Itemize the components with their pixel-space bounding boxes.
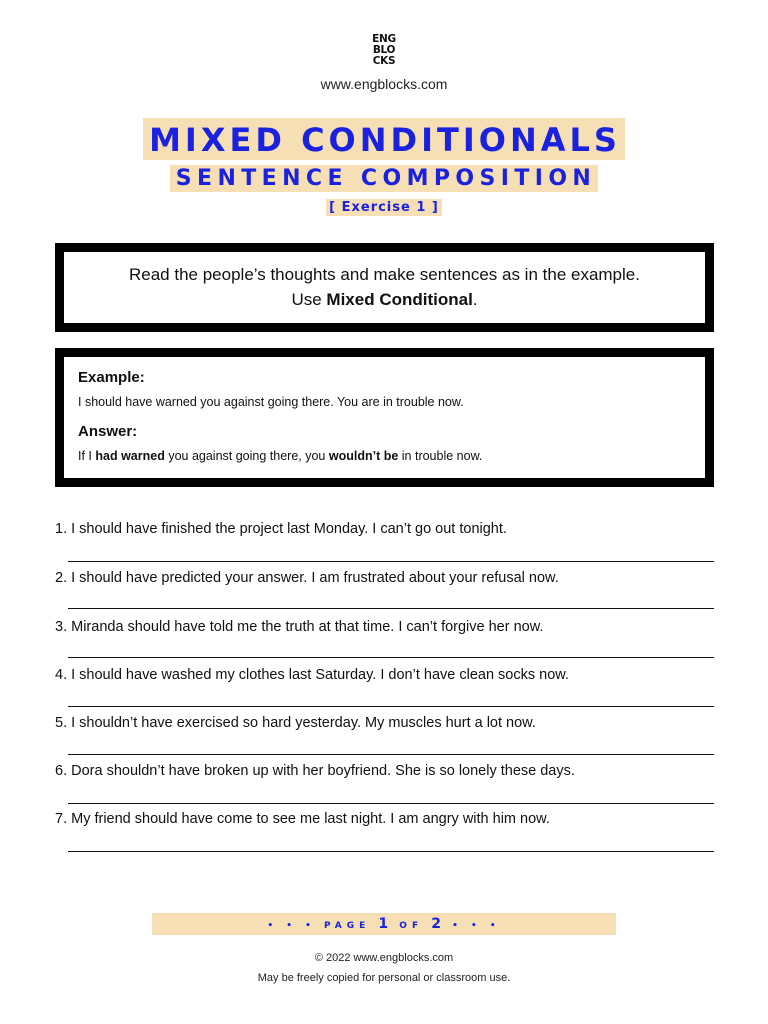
exercise-row (0, 196, 768, 216)
exercise-item-4: 4. I should have washed my clothes last Saturday. I don’t have clean socks now. (55, 667, 569, 683)
answer-line-7[interactable] (68, 851, 714, 852)
engblocks-logo (368, 34, 400, 70)
answer-part-bold: wouldn’t be (328, 449, 399, 463)
logo-line: BLO (372, 44, 396, 56)
exercise-item-7: 7. My friend should have come to see me last night. I am angry with him now. (55, 811, 550, 827)
dots-right: • • • (452, 921, 501, 931)
instructions-bold: Mixed Conditional (326, 290, 473, 309)
answer-text (78, 448, 705, 464)
answer-line-4[interactable] (68, 706, 714, 707)
dots-left: • • • (267, 921, 316, 931)
answer-line-6[interactable] (68, 803, 714, 804)
page-current: 1 (378, 916, 392, 932)
exercise-item-6: 6. Dora shouldn’t have broken up with her boyfriend. She is so lonely these days. (55, 763, 575, 779)
instructions-prefix: Use (291, 290, 327, 309)
page-total: 2 (431, 916, 444, 932)
answer-part: you against going there, you (164, 449, 329, 463)
example-box (55, 348, 714, 487)
answer-line-1[interactable] (68, 561, 714, 562)
page-title: MIXED CONDITIONALS (143, 118, 625, 160)
title-row (0, 118, 768, 160)
exercise-item-5: 5. I shouldn’t have exercised so hard yesterday. My muscles hurt a lot now. (55, 715, 536, 731)
of-word: OF (399, 921, 424, 931)
answer-part-bold: had warned (95, 449, 165, 463)
page-indicator (152, 913, 616, 935)
subtitle-row (0, 165, 768, 192)
example-text: I should have warned you against going there. You are in trouble now. (78, 395, 464, 409)
example-label: Example: (78, 369, 145, 386)
instructions-box (55, 243, 714, 332)
exercise-label: [ Exercise 1 ] (326, 199, 442, 216)
site-url: www.engblocks.com (320, 76, 448, 92)
license-note: May be freely copied for personal or classroom use. (257, 972, 511, 984)
instructions-suffix: . (472, 290, 478, 309)
exercise-item-2: 2. I should have predicted your answer. I am frustrated about your refusal now. (55, 570, 559, 586)
page-word: PAGE (323, 921, 371, 931)
answer-line-5[interactable] (68, 754, 714, 755)
answer-label: Answer: (78, 423, 138, 440)
page-subtitle: SENTENCE COMPOSITION (170, 165, 598, 192)
answer-part: If I (78, 449, 96, 463)
copyright: © 2022 www.engblocks.com (314, 952, 454, 964)
answer-line-3[interactable] (68, 657, 714, 658)
answer-part: in trouble now. (398, 449, 483, 463)
logo-line: ENG (372, 33, 396, 45)
instructions-line-2 (64, 287, 705, 312)
instructions-line-1: Read the people’s thoughts and make sentences as in the example. (129, 265, 640, 284)
exercise-item-3: 3. Miranda should have told me the truth at that time. I can’t forgive her now. (55, 619, 544, 635)
exercise-item-1: 1. I should have finished the project last Monday. I can’t go out tonight. (55, 521, 507, 537)
answer-line-2[interactable] (68, 608, 714, 609)
logo-line: CKS (372, 55, 396, 67)
